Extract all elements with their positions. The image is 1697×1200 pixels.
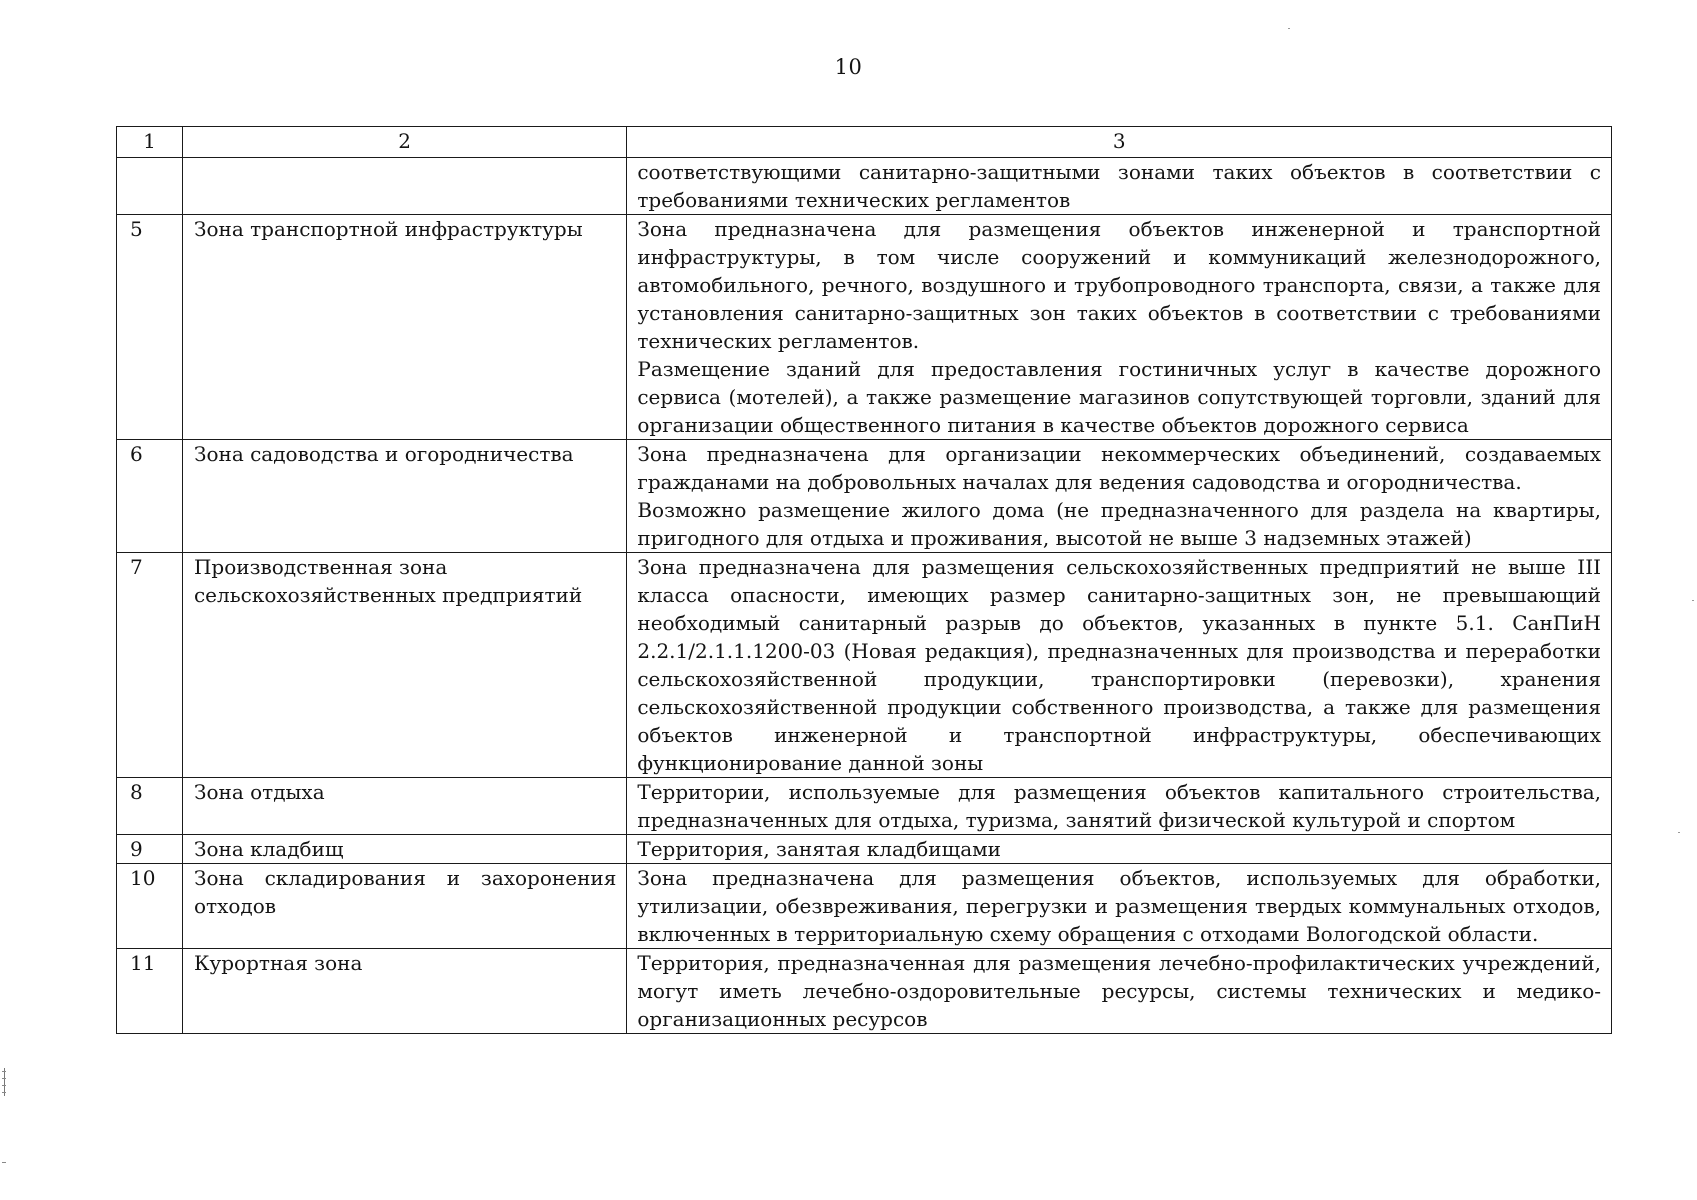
- zone-description: [627, 440, 1612, 553]
- description-paragraph: Территории, используемые для размещения объектов капитального строительства, предназначенных для отдыха, туризма, занятий физической культурой и спортом: [637, 780, 1601, 832]
- zone-description: [627, 864, 1612, 949]
- zone-name: Зона отдыха: [182, 778, 626, 835]
- table-row: [117, 215, 1612, 440]
- scan-tick-mark: [2, 1162, 6, 1163]
- zone-name: Зона транспортной инфраструктуры: [182, 215, 626, 440]
- zone-description: [627, 778, 1612, 835]
- zone-description: [627, 553, 1612, 778]
- description-paragraph: Возможно размещение жилого дома (не предназначенного для раздела на квартиры, пригодного для отдыха и проживания, высотой не выше 3 надземных этажей): [637, 498, 1601, 550]
- zone-name: [182, 553, 626, 778]
- scan-tick-mark: [2, 1078, 6, 1079]
- table-header-row: [117, 127, 1612, 158]
- table-row: [117, 553, 1612, 778]
- zone-name: Зона кладбищ: [182, 835, 626, 864]
- header-col-3: 3: [627, 127, 1612, 158]
- table-row: [117, 949, 1612, 1034]
- table-row: [117, 158, 1612, 215]
- zone-name: Зона садоводства и огородничества: [182, 440, 626, 553]
- zone-name-line: сельскохозяйственных предприятий: [193, 583, 583, 607]
- zone-number: 6: [117, 440, 183, 553]
- header-col-2: 2: [182, 127, 626, 158]
- description-paragraph: Зона предназначена для размещения объектов инженерной и транспортной инфраструктуры, в том числе сооружений и коммуникаций железнодорожного, автомобильного, речного, воздушного и трубопроводного транспорта, связи, а также для установления санитарно-защитных зон таких объектов в соответствии с требованиями технических регламентов.: [637, 217, 1601, 353]
- zone-number: 8: [117, 778, 183, 835]
- zone-number: 5: [117, 215, 183, 440]
- zone-number: 7: [117, 553, 183, 778]
- zone-description: [627, 215, 1612, 440]
- zone-name-line: Производственная зона: [193, 555, 448, 579]
- description-paragraph: Зона предназначена для организации некоммерческих объединений, создаваемых гражданами на добровольных началах для ведения садоводства и огородничества.: [637, 442, 1601, 494]
- scan-dust-mark: [1692, 600, 1694, 601]
- description-paragraph: Размещение зданий для предоставления гостиничных услуг в качестве дорожного сервиса (мотелей), а также размещение магазинов сопутствующей торговли, зданий для организации общественного питания в качестве объектов дорожного сервиса: [637, 357, 1601, 437]
- table-row: [117, 778, 1612, 835]
- description-paragraph: Зона предназначена для размещения объектов, используемых для обработки, утилизации, обезвреживания, перегрузки и размещения твердых коммунальных отходов, включенных в территориальную схему обращения с отходами Вологодской области.: [637, 866, 1601, 946]
- table-row: [117, 864, 1612, 949]
- scan-tick-mark: [2, 1092, 6, 1093]
- zone-name: [182, 158, 626, 215]
- zone-number: 9: [117, 835, 183, 864]
- zone-number: [117, 158, 183, 215]
- table-row: [117, 835, 1612, 864]
- page-number: 10: [834, 55, 863, 79]
- scan-tick-mark: [2, 1085, 6, 1086]
- header-col-1: 1: [117, 127, 183, 158]
- description-paragraph: Территория, занятая кладбищами: [637, 837, 1002, 861]
- scan-tick-mark: [2, 1071, 6, 1072]
- zone-number: 10: [117, 864, 183, 949]
- description-paragraph: Территория, предназначенная для размещения лечебно-профилактических учреждений, могут иметь лечебно-оздоровительные ресурсы, системы технических и медико-организационных ресурсов: [637, 951, 1601, 1031]
- zone-description: [627, 158, 1612, 215]
- zone-description: [627, 949, 1612, 1034]
- description-paragraph: соответствующими санитарно-защитными зонами таких объектов в соответствии с требованиями технических регламентов: [637, 160, 1601, 212]
- zone-name: Зона складирования и захоронения отходов: [182, 864, 626, 949]
- zone-number: 11: [117, 949, 183, 1034]
- scan-dust-mark: [1288, 28, 1290, 29]
- zones-table: [116, 126, 1612, 1034]
- description-paragraph: Зона предназначена для размещения сельскохозяйственных предприятий не выше III класса опасности, имеющих размер санитарно-защитных зон, не превышающий необходимый санитарный разрыв до объектов, указанных в пункте 5.1. СанПиН 2.2.1/2.1.1.1200-03 (Новая редакция), предназначенных для производства и переработки сельскохозяйственной продукции, транспортировки (перевозки), хранения сельскохозяйственной продукции собственного производства, а также для размещения объектов инженерной и транспортной инфраструктуры, обеспечивающих функционирование данной зоны: [637, 555, 1601, 775]
- table-row: [117, 440, 1612, 553]
- scan-dust-mark: [1678, 832, 1680, 833]
- zone-description: [627, 835, 1612, 864]
- zone-name: Курортная зона: [182, 949, 626, 1034]
